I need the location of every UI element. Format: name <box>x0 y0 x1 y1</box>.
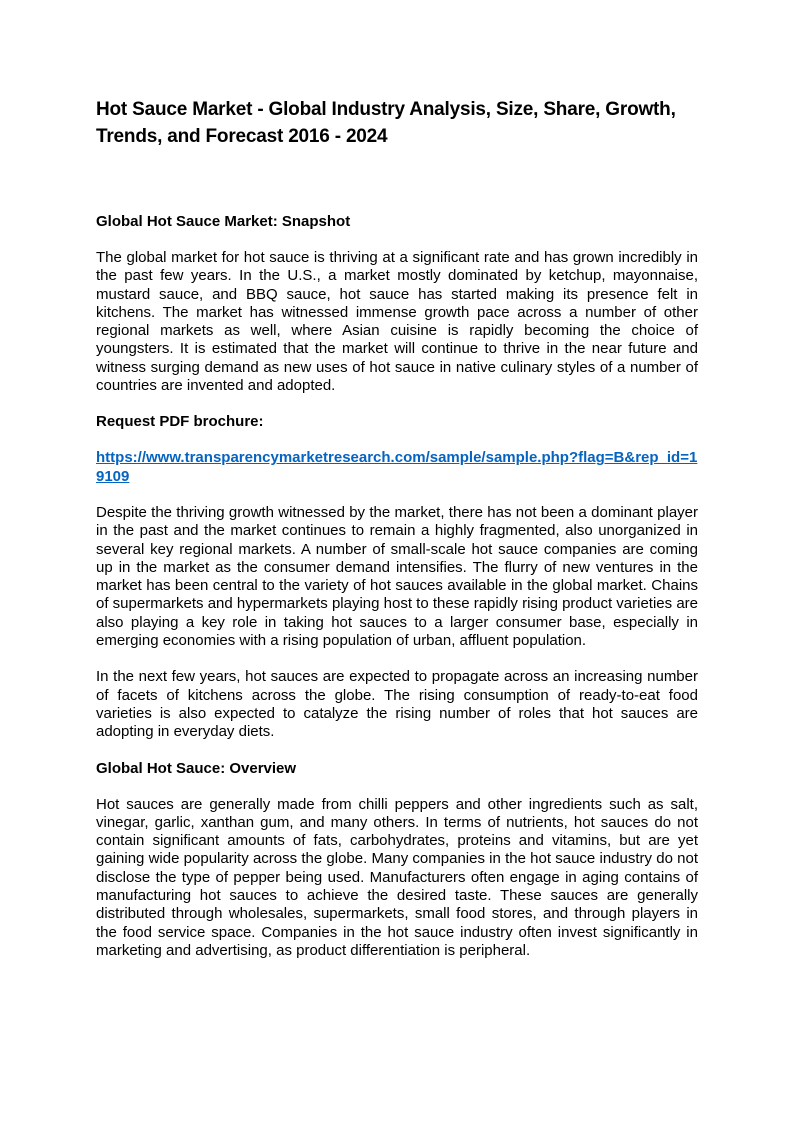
snapshot-paragraph: The global market for hot sauce is thriving at a significant rate and has grown incredibly in the past few years. In the U.S., a market mostly dominated by ketchup, mayonnaise, mustard sauce, and BBQ sauce, hot sauce has started making its presence felt in kitchens. The market has witnessed immense growth pace across a number of other regional markets as well, where Asian cuisine is rapidly becoming the choice of youngsters. It is estimated that the market will continue to thrive in the near future and witness surging demand as new uses of hot sauce in native culinary styles of a number of countries are invented and adopted. <box>96 249 698 395</box>
market-fragmentation-paragraph: Despite the thriving growth witnessed by the market, there has not been a dominant player in the past and the market continues to remain a highly fragmented, also unorganized in several key regional markets. A number of small-scale hot sauce companies are coming up in the market as the consumer demand intensifies. The flurry of new ventures in the market has been central to the variety of hot sauces available in the global market. Chains of supermarkets and hypermarkets playing host to these rapidly rising product varieties are also playing a key role in taking hot sauces to a larger consumer base, especially in emerging economies with a rising population of urban, affluent population. <box>96 503 698 650</box>
overview-heading: Global Hot Sauce: Overview <box>96 759 297 777</box>
overview-paragraph: Hot sauces are generally made from chilli peppers and other ingredients such as salt, vinegar, garlic, xanthan gum, and many others. In terms of nutrients, hot sauces do not contain significant amounts of fats, carbohydrates, proteins and vitamins, but are yet gaining wide popularity across the globe. Many companies in the hot sauce industry do not disclose the type of pepper being used. Manufacturers often engage in aging contains of manufacturing hot sauces to achieve the desired taste. These sauces are generally distributed through wholesales, supermarkets, small food stores, and through players in the food service space. Companies in the hot sauce industry often invest significantly in marketing and advertising, as product differentiation is peripheral. <box>96 795 698 959</box>
document-page <box>96 96 698 960</box>
spacer <box>96 150 698 213</box>
future-outlook-paragraph: In the next few years, hot sauces are expected to propagate across an increasing number of facets of kitchens across the globe. The rising consumption of ready-to-eat food varieties is also expected to catalyze the rising number of roles that hot sauces are adopting in everyday diets. <box>96 668 698 741</box>
snapshot-heading: Global Hot Sauce Market: Snapshot <box>96 213 351 230</box>
brochure-link[interactable]: https://www.transparencymarketresearch.com/sample/sample.php?flag=B&rep_id=19109 <box>96 449 698 485</box>
document-title: Hot Sauce Market - Global Industry Analysis, Size, Share, Growth, Trends, and Forecast 2016 - 2024 <box>96 99 676 147</box>
brochure-heading: Request PDF brochure: <box>96 413 264 431</box>
